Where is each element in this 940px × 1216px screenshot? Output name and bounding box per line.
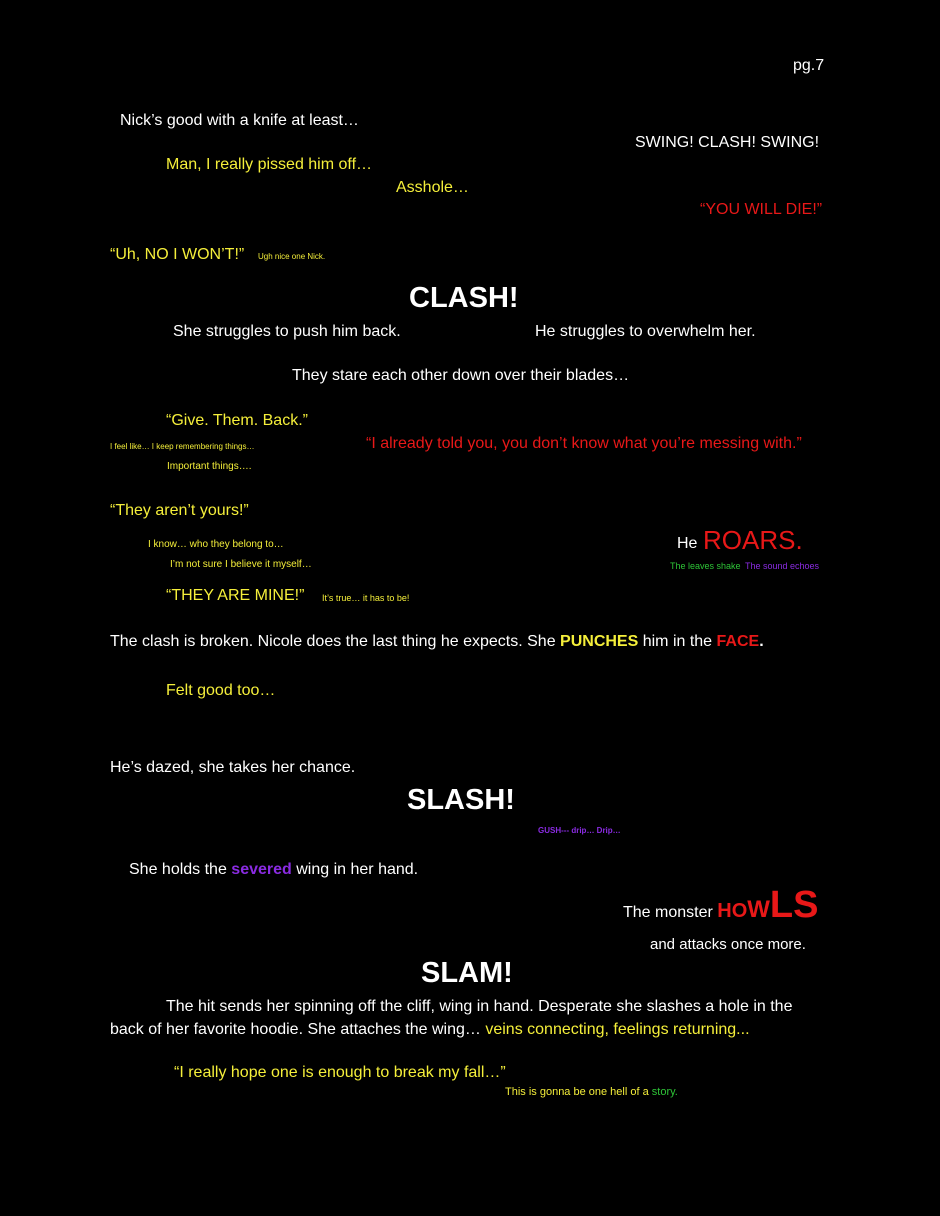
para-text: him in the — [638, 633, 717, 650]
aside-text: Ugh nice one Nick. — [258, 252, 326, 261]
narration-he: He — [677, 535, 698, 552]
narration-line: They stare each other down over their blades… — [292, 367, 630, 384]
narration-line: Nick’s good with a knife at least… — [120, 112, 359, 129]
severed-line — [129, 862, 418, 878]
aside-text: This is gonna be one hell of a — [505, 1086, 652, 1098]
aside-green: The leaves shake — [670, 561, 741, 571]
aside-text: I know… who they belong to… — [148, 539, 284, 550]
narration-line: and attacks once more. — [650, 936, 806, 953]
aside-text: I feel like… I keep remembering things… — [110, 442, 255, 451]
aside-text: Important things…. — [167, 461, 252, 472]
thought-line: Asshole… — [396, 179, 469, 196]
dialogue-line: “I really hope one is enough to break my fall…” — [174, 1064, 506, 1081]
closing-aside — [505, 1087, 678, 1098]
line-text: wing in her hand. — [291, 861, 419, 878]
thought-line: Felt good too… — [166, 682, 276, 699]
heading-slam: SLAM! — [421, 957, 513, 989]
howls-w: W — [747, 896, 770, 923]
narration-line: He’s dazed, she takes her chance. — [110, 759, 356, 776]
howls-ho: HO — [717, 900, 748, 922]
gush-text: GUSH--- drip… Drip… — [538, 826, 621, 835]
severed-text: severed — [231, 861, 292, 878]
monster-dialogue: “I already told you, you don’t know what you’re messing with.” — [366, 435, 802, 452]
line-text: The monster — [623, 904, 718, 921]
face-text: FACE — [716, 633, 760, 650]
aside-text: It’s true… it has to be! — [322, 593, 410, 603]
howls-line — [623, 886, 818, 924]
heading-slash: SLASH! — [407, 784, 515, 816]
sound-effect: SWING! CLASH! SWING! — [635, 134, 820, 151]
dialogue-line: “Uh, NO I WON’T!” — [110, 246, 245, 263]
aside-purple: The sound echoes — [745, 561, 820, 571]
line-text: She holds the — [129, 861, 232, 878]
paragraph-punch — [110, 630, 830, 653]
para-text: . — [759, 633, 764, 650]
paragraph-cliff — [110, 995, 830, 1041]
narration-line: She struggles to push him back. — [173, 323, 401, 340]
monster-dialogue: “YOU WILL DIE!” — [700, 201, 823, 218]
heading-clash: CLASH! — [409, 282, 519, 314]
roars-text: ROARS. — [703, 525, 803, 555]
aside-text: I’m not sure I believe it myself… — [170, 559, 312, 570]
page-number: pg.7 — [793, 57, 825, 74]
story-text: story. — [651, 1086, 678, 1098]
dialogue-line: “They aren’t yours!” — [110, 502, 249, 519]
thought-line: Man, I really pissed him off… — [166, 156, 373, 173]
dialogue-line: “Give. Them. Back.” — [166, 412, 308, 429]
narration-line: He struggles to overwhelm her. — [535, 323, 756, 340]
para-text: The hit sends her spinning off the cliff, wing in hand. Desperate she slashes a hole in the back of her favorite hoodie. She attaches the wing… — [110, 998, 793, 1038]
veins-text: veins connecting, feelings returning — [485, 1021, 737, 1038]
punches-text: PUNCHES — [560, 633, 639, 650]
dialogue-line: “THEY ARE MINE!” — [166, 587, 305, 604]
para-text: ... — [736, 1021, 750, 1038]
para-text: The clash is broken. Nicole does the last thing he expects. She — [110, 633, 561, 650]
howls-ls: LS — [769, 884, 819, 926]
